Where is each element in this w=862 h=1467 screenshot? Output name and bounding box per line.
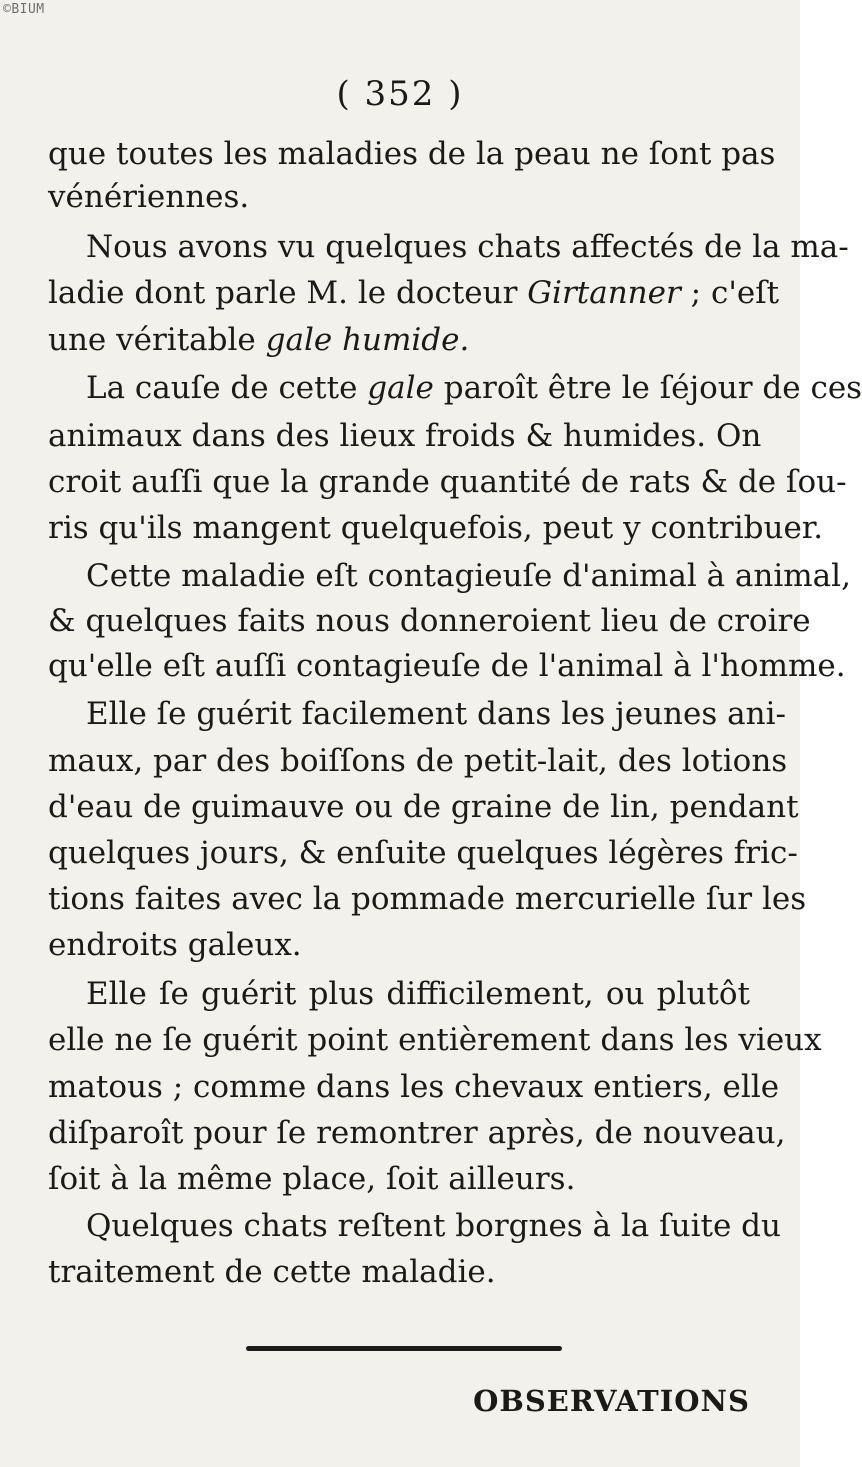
text-line: quelques jours, & enſuite quelques légères fric- xyxy=(48,835,798,871)
library-watermark: ©BIUM xyxy=(3,2,45,17)
text-line: vénériennes. xyxy=(48,179,250,215)
text-line: une véritable gale humide. xyxy=(48,322,470,358)
text-line: La cauſe de cette gale paroît être le ſéjour de ces xyxy=(86,370,862,406)
page-number: ( 352 ) xyxy=(336,74,464,114)
text-line: Nous avons vu quelques chats affectés de la ma- xyxy=(86,229,849,265)
text-line: ris qu'ils mangent quelquefois, peut y contribuer. xyxy=(48,510,824,546)
text-line: croit auſſi que la grande quantité de rats & de ſou- xyxy=(48,464,847,500)
text-line: d'eau de guimauve ou de graine de lin, pendant xyxy=(48,789,799,825)
author-name: Girtanner xyxy=(527,275,681,311)
text-line: Elle ſe guérit plus difficilement, ou plutôt xyxy=(86,976,750,1012)
text-line: animaux dans des lieux froids & humides. On xyxy=(48,418,762,454)
text-line: & quelques faits nous donneroient lieu de croire xyxy=(48,603,811,639)
text-line: matous ; comme dans les chevaux entiers, elle xyxy=(48,1069,780,1105)
italic-term: gale xyxy=(367,370,434,406)
text-line: qu'elle eſt auſſi contagieuſe de l'animal à l'homme. xyxy=(48,648,846,684)
text-line: que toutes les maladies de la peau ne ſont pas xyxy=(48,136,776,172)
text-line: maux, par des boiſſons de petit-lait, des lotions xyxy=(48,743,788,779)
text-line: traitement de cette maladie. xyxy=(48,1254,496,1290)
text-line: Cette maladie eſt contagieuſe d'animal à animal, xyxy=(86,558,851,594)
text-line: elle ne ſe guérit point entièrement dans les vieux xyxy=(48,1022,822,1058)
text-line: endroits galeux. xyxy=(48,927,302,963)
ornamental-rule xyxy=(246,1346,562,1351)
text-line: diſparoît pour ſe remontrer après, de nouveau, xyxy=(48,1115,786,1151)
text-line: ſoit à la même place, ſoit ailleurs. xyxy=(48,1161,576,1197)
catchword: OBSERVATIONS xyxy=(473,1384,750,1418)
text-line: ladie dont parle M. le docteur Girtanner ; c'eſt xyxy=(48,275,780,311)
italic-term: gale humide. xyxy=(265,322,470,358)
text-line: tions faites avec la pommade mercurielle ſur les xyxy=(48,881,807,917)
text-line: Elle ſe guérit facilement dans les jeunes ani- xyxy=(86,696,786,732)
text-line: Quelques chats reſtent borgnes à la ſuite du xyxy=(86,1208,781,1244)
